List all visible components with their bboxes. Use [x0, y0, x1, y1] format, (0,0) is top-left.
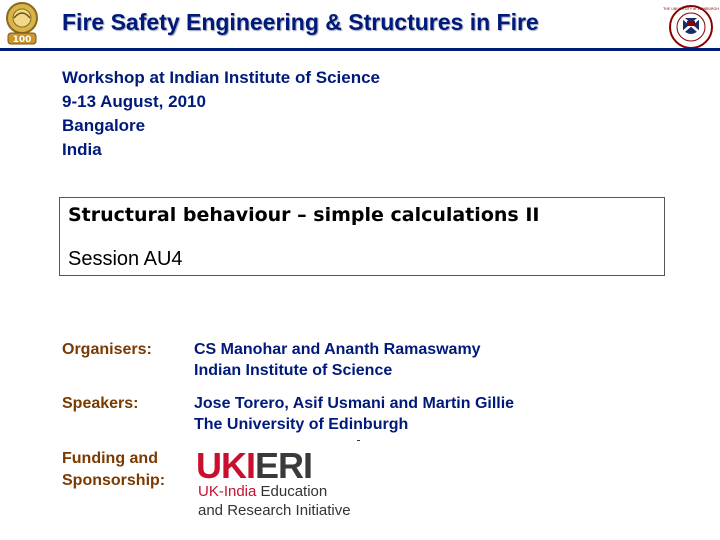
organisers-label: Organisers: — [62, 341, 152, 358]
iisc-centenary-logo — [0, 0, 44, 48]
ukieri-education: Education — [256, 483, 328, 500]
ukieri-eri: ERI — [255, 445, 313, 486]
session-subtitle: Session AU4 — [68, 248, 183, 270]
ukieri-uki: UKI — [196, 445, 255, 486]
ukieri-line2: and Research Initiative — [198, 502, 351, 519]
edinburgh-university-crest — [663, 4, 719, 50]
speakers-institution: The University of Edinburgh — [194, 416, 409, 433]
funding-label: Funding and — [62, 450, 158, 467]
divider-mark — [357, 440, 360, 441]
organisers-institution: Indian Institute of Science — [194, 362, 393, 379]
organisers-names: CS Manohar and Ananth Ramaswamy — [194, 341, 481, 358]
ukieri-wordmark — [196, 447, 312, 485]
ukieri-logo — [196, 447, 356, 521]
workshop-dates: 9-13 August, 2010 — [62, 92, 206, 111]
workshop-city: Bangalore — [62, 116, 146, 135]
session-title: Structural behaviour – simple calculations II — [68, 204, 540, 226]
centenary-text: 100 — [12, 35, 32, 45]
workshop-country: India — [62, 140, 102, 159]
session-box — [59, 197, 665, 276]
ukieri-ukindia: UK-India — [198, 483, 257, 500]
page-title: Fire Safety Engineering & Structures in Fire — [62, 9, 539, 35]
speakers-label: Speakers: — [62, 395, 139, 412]
ukieri-line1 — [198, 483, 327, 500]
workshop-info — [62, 66, 380, 162]
crest-text: THE UNIVERSITY of EDINBURGH — [663, 7, 719, 11]
workshop-title: Workshop at Indian Institute of Science — [62, 68, 381, 87]
speakers-names: Jose Torero, Asif Usmani and Martin Gillie — [194, 395, 515, 412]
header-divider — [0, 48, 720, 51]
sponsorship-label: Sponsorship: — [62, 472, 166, 489]
